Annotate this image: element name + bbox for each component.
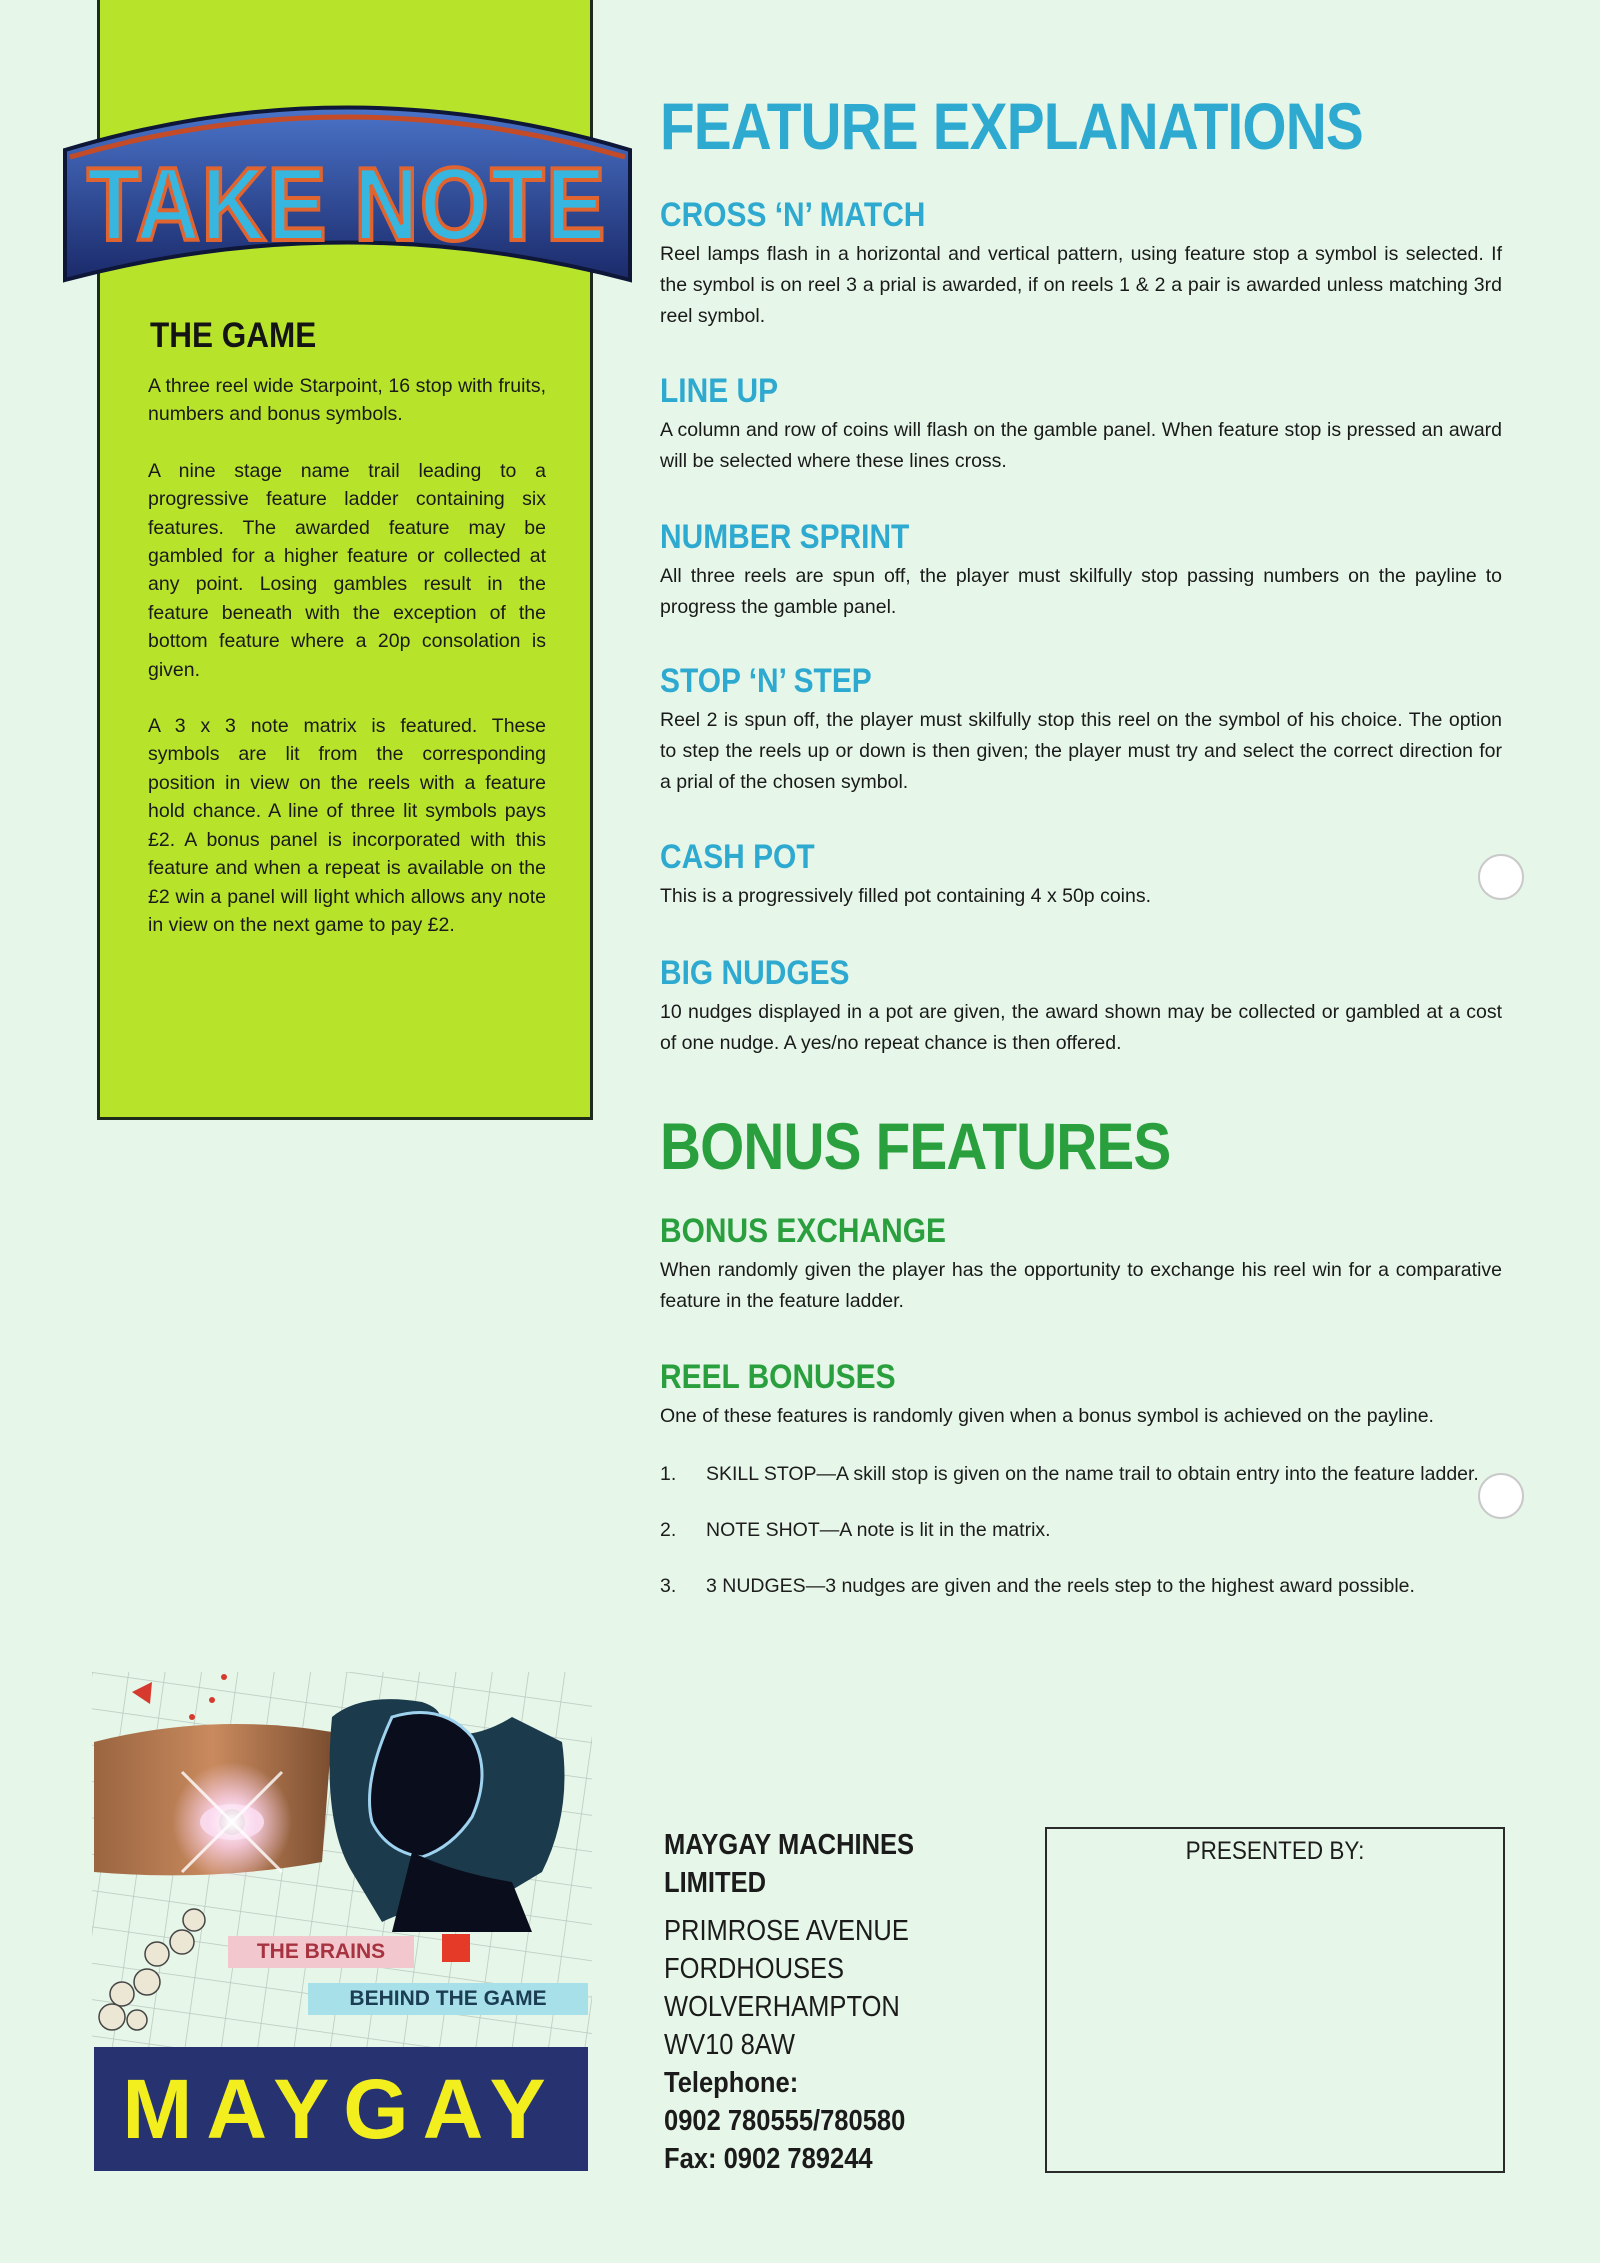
- list-number: 2.: [660, 1519, 677, 1541]
- bonus-exchange: [660, 1212, 1502, 1317]
- company-address: [664, 1826, 1024, 2178]
- feature-text: Reel 2 is spun off, the player must skilfully stop this reel on the symbol of his choice. The option to step the reels up or down is then given; the player must try and select the correct direction for a prial of the chosen symbol.: [660, 709, 1502, 793]
- address-street: PRIMROSE AVENUE: [664, 1915, 909, 1947]
- maygay-logo: MAYGAY: [122, 2062, 560, 2156]
- feature-title: NUMBER SPRINT: [660, 518, 910, 556]
- list-number: 1.: [660, 1463, 677, 1485]
- feature-cash-pot: [660, 838, 1502, 912]
- address-city: WOLVERHAMPTON: [664, 1991, 900, 2023]
- behind-the-game-label: BEHIND THE GAME: [308, 1983, 588, 2015]
- game-paragraph: A 3 x 3 note matrix is featured. These symbols are lit from the corresponding position in view on the reels with a feature hold chance. A line of three lit symbols pays £2. A bonus panel is incorporated with this feature and when a repeat is available on the £2 win a panel will light which allows any note in view on the next game to pay £2.: [148, 715, 546, 936]
- game-paragraph: A three reel wide Starpoint, 16 stop with fruits, numbers and bonus symbols.: [148, 375, 546, 426]
- feature-title: CROSS ‘N’ MATCH: [660, 196, 926, 234]
- feature-explanations-heading: FEATURE EXPLANATIONS: [660, 89, 1363, 163]
- take-note-banner: [60, 95, 635, 295]
- list-item: [660, 1460, 1502, 1489]
- feature-cross-n-match: [660, 196, 1502, 332]
- list-number: 3.: [660, 1575, 677, 1597]
- feature-line-up: [660, 372, 1502, 477]
- list-item: [660, 1516, 1502, 1545]
- feature-text: All three reels are spun off, the player must skilfully stop passing numbers on the payline to progress the gamble panel.: [660, 565, 1502, 618]
- feature-text: Reel lamps flash in a horizontal and vertical pattern, using feature stop a symbol is selected. If the symbol is on reel 3 a prial is awarded, if on reels 1 & 2 a pair is awarded unless matching 3rd reel symbol.: [660, 243, 1502, 327]
- presented-by-box: [1045, 1827, 1505, 2173]
- bonus-title: REEL BONUSES: [660, 1358, 896, 1396]
- bonus-text: When randomly given the player has the opportunity to exchange his reel win for a comparative feature in the feature ladder.: [660, 1259, 1502, 1312]
- reel-bonus-list: [660, 1460, 1502, 1628]
- company-name-suffix: LIMITED: [664, 1867, 767, 1899]
- company-name: MAYGAY MACHINES: [664, 1829, 915, 1861]
- feature-text: A column and row of coins will flash on the gamble panel. When feature stop is pressed an award will be selected where these lines cross.: [660, 419, 1502, 472]
- feature-title: CASH POT: [660, 838, 815, 876]
- bonus-title: BONUS EXCHANGE: [660, 1212, 946, 1250]
- feature-text: 10 nudges displayed in a pot are given, the award shown may be collected or gambled at a cost of one nudge. A yes/no repeat chance is then offered.: [660, 1001, 1502, 1054]
- list-text: SKILL STOP—A skill stop is given on the name trail to obtain entry into the feature ladder.: [706, 1463, 1479, 1485]
- game-description: [148, 372, 546, 967]
- list-text: NOTE SHOT—A note is lit in the matrix.: [706, 1519, 1051, 1541]
- banner-title: TAKE NOTE: [87, 147, 607, 263]
- game-paragraph: A nine stage name trail leading to a progressive feature ladder containing six features. The awarded feature may be gambled for a higher feature or collected at any point. Losing gambles result in the feature beneath with the exception of the bottom feature where a 20p consolation is given.: [148, 459, 546, 681]
- feature-number-sprint: [660, 518, 1502, 623]
- feature-text: This is a progressively filled pot containing 4 x 50p coins.: [660, 885, 1152, 907]
- red-square-icon: [442, 1934, 470, 1962]
- feature-title: LINE UP: [660, 372, 779, 410]
- list-item: [660, 1572, 1502, 1601]
- feature-big-nudges: [660, 954, 1502, 1059]
- telephone-label: Telephone:: [664, 2067, 799, 2099]
- list-text: 3 NUDGES—3 nudges are given and the reels step to the highest award possible.: [706, 1575, 1415, 1597]
- feature-title: STOP ‘N’ STEP: [660, 662, 872, 700]
- presented-by-label: PRESENTED BY:: [1185, 1837, 1365, 1865]
- punch-hole: [1478, 854, 1524, 900]
- fax-number: Fax: 0902 789244: [664, 2143, 873, 2175]
- brains-label: THE BRAINS: [228, 1936, 414, 1968]
- feature-title: BIG NUDGES: [660, 954, 850, 992]
- bonus-features-heading: BONUS FEATURES: [660, 1109, 1171, 1183]
- address-area: FORDHOUSES: [664, 1953, 845, 1985]
- bonus-text: One of these features is randomly given when a bonus symbol is achieved on the payline.: [660, 1405, 1434, 1427]
- game-title: THE GAME: [150, 316, 317, 355]
- address-postcode: WV10 8AW: [664, 2029, 795, 2061]
- telephone-number: 0902 780555/780580: [664, 2105, 906, 2137]
- reel-bonuses: [660, 1358, 1502, 1432]
- punch-hole: [1478, 1473, 1524, 1519]
- feature-stop-n-step: [660, 662, 1502, 798]
